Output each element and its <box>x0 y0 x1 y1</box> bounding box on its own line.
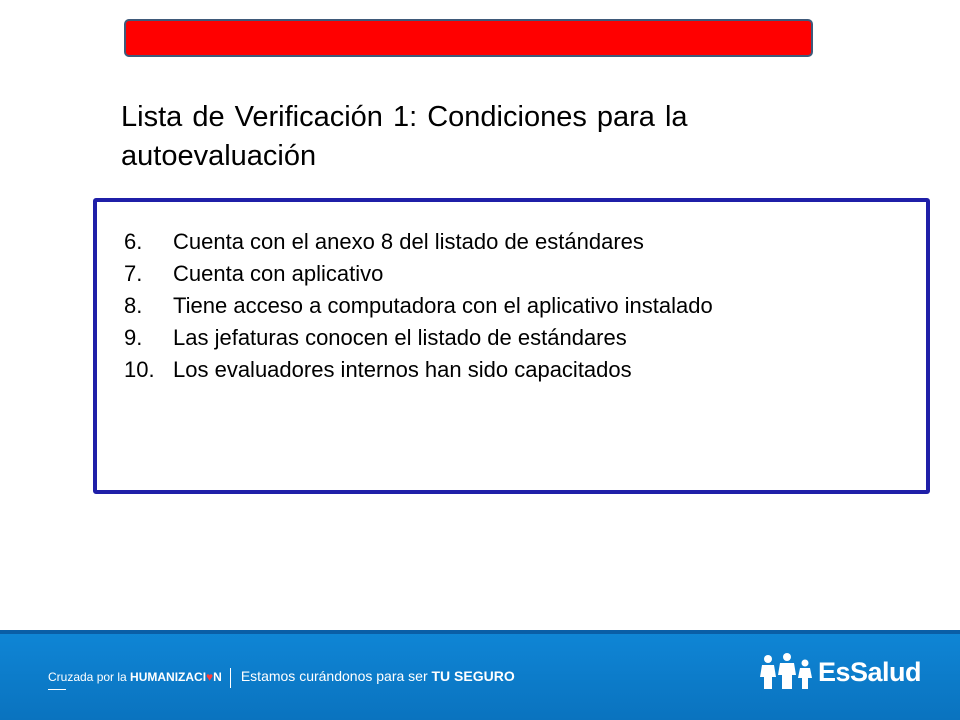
slide-title: Lista de Verificación 1: Condiciones para la autoevaluación <box>121 101 688 172</box>
list-item <box>124 292 903 320</box>
checklist <box>124 228 903 388</box>
footer-slogan <box>48 667 515 688</box>
list-item-text: Cuenta con aplicativo <box>173 261 384 286</box>
list-item-number: 6. <box>124 229 143 254</box>
list-item <box>124 324 903 352</box>
humanizacion-text-b: N <box>213 670 222 684</box>
heart-icon: ♥ <box>206 670 214 684</box>
logo-text: EsSalud <box>818 656 922 687</box>
list-item-text: Tiene acceso a computadora con el aplicativo instalado <box>173 293 713 318</box>
cruzada-text: Cruzada por la <box>48 670 131 684</box>
slogan-underline <box>48 689 66 690</box>
header-red-bar <box>124 19 813 57</box>
humanizacion-text-a: HUMANIZACI <box>130 670 207 684</box>
list-item-text: Las jefaturas conocen el listado de estándares <box>173 325 627 350</box>
list-item-text: Los evaluadores internos han sido capacitados <box>173 357 632 382</box>
list-item <box>124 228 903 256</box>
slogan-emphasis: TU SEGURO <box>431 668 515 684</box>
list-item-number: 10. <box>124 357 155 382</box>
slogan-text: Estamos curándonos para ser <box>240 668 432 684</box>
footer-top-line <box>0 630 960 634</box>
list-item <box>124 356 903 384</box>
essalud-logo <box>758 652 921 692</box>
list-item <box>124 260 903 288</box>
list-item-text: Cuenta con el anexo 8 del listado de estándares <box>173 229 644 254</box>
family-icon <box>758 653 816 691</box>
slogan-separator <box>230 668 231 688</box>
list-item-number: 8. <box>124 293 143 318</box>
list-item-number: 9. <box>124 325 143 350</box>
list-item-number: 7. <box>124 261 143 286</box>
